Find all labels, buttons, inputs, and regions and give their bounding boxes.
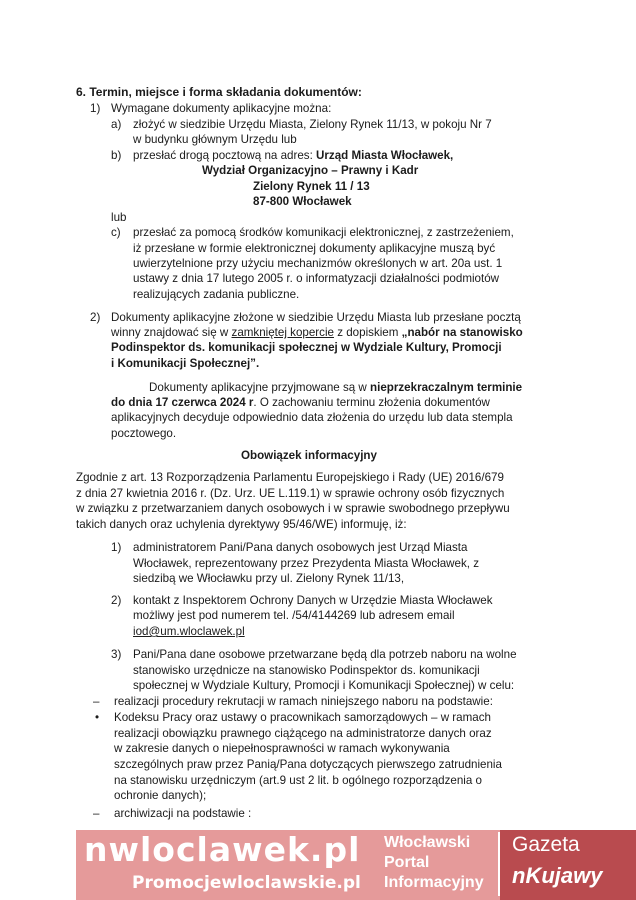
section-heading: 6. Termin, miejsce i forma składania dokumentów: <box>76 85 362 99</box>
info-heading: Obowiązek informacyjny <box>241 449 377 462</box>
bullet-text: archiwizacji na podstawie : <box>114 807 252 820</box>
list-item-text: społecznej w Wydziale Kultury, Promocji i Komunikacji Społecznej) w celu: <box>133 679 515 692</box>
address-line: Wydział Organizacyjno – Prawny i Kadr <box>202 164 419 177</box>
portal-label: Portal <box>384 854 430 871</box>
bullet-text: realizacji obowiązku prawnego ciążącego na administratorze danych oraz <box>114 727 492 740</box>
gazeta-label: Gazeta <box>512 833 580 856</box>
address-line: Zielony Rynek 11 / 13 <box>253 180 370 193</box>
bullet-text: szczególnych praw przez Panią/Pana dotyczących pierwszego zatrudnienia <box>114 758 502 771</box>
sub-item-text: uwierzytelnione przy użyciu mechanizmów określonych w art. 20a ust. 1 <box>133 257 503 270</box>
paragraph-text: takich danych oraz uchylenia dyrektywy 95/46/WE) informuję, iż: <box>76 518 407 531</box>
list-number: 1) <box>90 102 101 115</box>
bullet-text: ochronie danych); <box>114 789 207 802</box>
portal-label: Włocławski <box>384 834 471 851</box>
text-part: z dopiskiem <box>333 326 402 339</box>
address-line: 87-800 Włocławek <box>253 195 352 208</box>
list-item-text: stanowisko urzędnicze na stanowisko Podinspektor ds. komunikacji <box>133 664 480 677</box>
sub-item-text: złożyć w siedzibie Urzędu Miasta, Zielony Rynek 11/13, w pokoju Nr 7 <box>133 118 492 131</box>
bold-text: „nabór na stanowisko <box>401 326 523 339</box>
text-part: . O zachowaniu terminu złożenia dokumentów <box>253 396 490 409</box>
sub-item-text: iż przesłane w formie elektronicznej dokumenty aplikacyjne muszą być <box>133 242 496 255</box>
conjunction-text: lub <box>111 211 127 224</box>
underlined-text: zamkniętej kopercie <box>231 326 334 339</box>
sub-item-text: ustawy z dnia 17 lutego 2005 r. o informatyzacji działalności podmiotów <box>133 272 500 285</box>
sub-label: c) <box>111 226 121 239</box>
list-item-text: Wymagane dokumenty aplikacyjne można: <box>111 102 332 115</box>
list-number: 1) <box>111 541 122 554</box>
bullet-text: realizacji procedury rekrutacji w ramach niniejszego naboru na podstawie: <box>114 695 493 708</box>
bullet-marker: • <box>95 711 100 724</box>
text-part: winny znajdować się w <box>111 326 232 339</box>
list-item-text: możliwy jest pod numerem tel. /54/4144269 lub adresem email <box>133 609 455 622</box>
site-logo[interactable]: nwloclawek.pl <box>84 830 361 869</box>
portal-label: Informacyjny <box>384 874 484 891</box>
deadline-text <box>111 395 490 410</box>
sub-label: a) <box>111 118 122 131</box>
bullet-text: Kodeksu Pracy oraz ustawy o pracownikach samorządowych – w ramach <box>114 711 491 724</box>
list-item-text: kontakt z Inspektorem Ochrony Danych w Urzędzie Miasta Włocławek <box>133 594 493 607</box>
bold-text: i Komunikacji Społecznej”. <box>111 357 260 370</box>
list-number: 2) <box>90 311 101 324</box>
dash-marker: – <box>93 807 100 820</box>
bold-text: nieprzekraczalnym terminie <box>370 381 523 394</box>
list-item-text: siedzibą we Włocławku przy ul. Zielony Rynek 11/13, <box>133 572 405 585</box>
list-number: 2) <box>111 594 122 607</box>
sub-item-text <box>133 148 453 163</box>
paragraph-text: z dnia 27 kwietnia 2016 r. (Dz. Urz. UE L.119.1) w sprawie ochrony osób fizycznych <box>76 487 505 500</box>
sub-item-text-part: przesłać drogą pocztową na adres: <box>133 149 313 162</box>
sub-label: b) <box>111 149 122 162</box>
deadline-text: aplikacyjnych decyduje odpowiednio data złożenia do urzędu lub data stempla <box>111 411 513 424</box>
dash-marker: – <box>93 695 100 708</box>
sub-item-text: przesłać za pomocą środków komunikacji elektronicznej, z zastrzeżeniem, <box>133 226 514 239</box>
nkujawy-logo[interactable]: nKujawy <box>512 863 603 888</box>
deadline-text: pocztowego. <box>111 427 177 440</box>
address-line: Urząd Miasta Włocławek, <box>316 149 454 162</box>
banner-divider <box>498 832 500 896</box>
list-item-text: Włocławek, reprezentowany przez Prezydenta Miasta Włocławek, z <box>133 557 480 570</box>
deadline-date: do dnia 17 czerwca 2024 r <box>111 396 254 409</box>
bold-text: Podinspektor ds. komunikacji społecznej w Wydziale Kultury, Promocji <box>111 341 502 354</box>
list-item-text <box>111 325 523 340</box>
sub-item-text: realizujących zadania publiczne. <box>133 288 300 301</box>
bullet-text: na stanowisku urzędniczym (art.9 ust 2 lit. b ogólnego rozporządzenia o <box>114 774 482 787</box>
site-logo-secondary[interactable]: Promocjewloclawskie.pl <box>132 873 361 893</box>
paragraph-text: Zgodnie z art. 13 Rozporządzenia Parlamentu Europejskiego i Rady (UE) 2016/679 <box>76 471 504 484</box>
sub-item-text: w budynku głównym Urzędu lub <box>133 133 297 146</box>
bullet-text: w zakresie danych o niepełnosprawności w ramach wykonywania <box>114 742 450 755</box>
list-item-text: administratorem Pani/Pana danych osobowych jest Urząd Miasta <box>133 541 468 554</box>
paragraph-text: w związku z przetwarzaniem danych osobowych i w sprawie swobodnego przepływu <box>76 502 510 515</box>
list-item-text: Pani/Pana dane osobowe przetwarzane będą dla potrzeb naboru na wolne <box>133 648 517 661</box>
deadline-text <box>149 380 522 395</box>
text-part: Dokumenty aplikacyjne przyjmowane są w <box>149 381 371 394</box>
list-number: 3) <box>111 648 122 661</box>
email-link[interactable]: iod@um.wloclawek.pl <box>133 625 245 638</box>
list-item-text: Dokumenty aplikacyjne złożone w siedzibie Urzędu Miasta lub przesłane pocztą <box>111 311 521 324</box>
